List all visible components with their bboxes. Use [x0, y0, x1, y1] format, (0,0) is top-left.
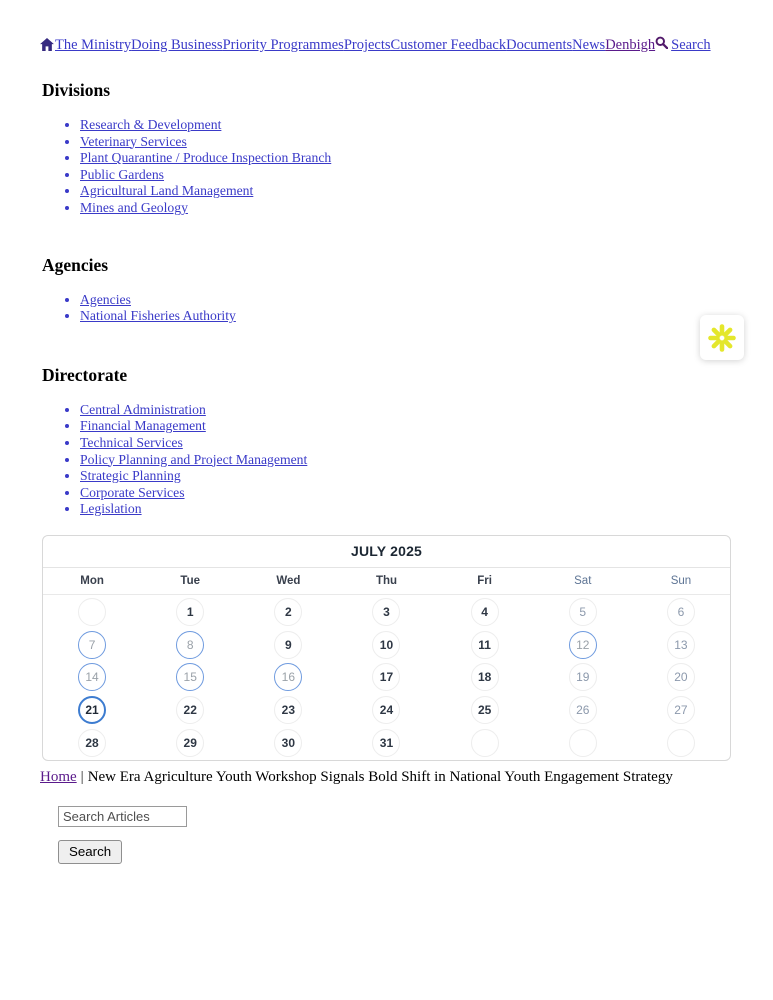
- calendar-cell: [436, 694, 534, 727]
- calendar-day-27[interactable]: 27: [667, 696, 695, 724]
- section-list-divisions: [40, 117, 731, 217]
- nav-links: [55, 37, 655, 53]
- list-item: [80, 501, 731, 518]
- calendar-cell: [43, 694, 141, 727]
- breadcrumb-separator: |: [80, 768, 84, 785]
- section-directorate: [40, 365, 731, 518]
- calendar-cell: [141, 726, 239, 759]
- search-articles-button[interactable]: Search: [58, 840, 122, 864]
- nav-link-documents[interactable]: Documents: [506, 37, 573, 53]
- calendar-day-26[interactable]: 26: [569, 696, 597, 724]
- link-sections: [40, 80, 731, 518]
- weekday-fri: Fri: [477, 574, 492, 587]
- calendar-day-15[interactable]: 15: [176, 663, 204, 691]
- calendar-day-13[interactable]: 13: [667, 631, 695, 659]
- home-icon: [40, 38, 54, 56]
- calendar-day-11[interactable]: 11: [471, 631, 499, 659]
- calendar-day-16[interactable]: 16: [274, 663, 302, 691]
- calendar-cell: [534, 596, 632, 629]
- nav-link-doing-business[interactable]: Doing Business: [131, 37, 223, 53]
- breadcrumb: [40, 768, 731, 786]
- calendar-day-empty: [569, 729, 597, 757]
- calendar-day-22[interactable]: 22: [176, 696, 204, 724]
- nav-link-customer-feedback[interactable]: Customer Feedback: [390, 37, 507, 53]
- list-item: [80, 468, 731, 485]
- calendar-cell: [239, 726, 337, 759]
- calendar-cell: [141, 596, 239, 629]
- calendar-cell: [141, 694, 239, 727]
- calendar-cell: [632, 629, 730, 662]
- list-item: [80, 435, 731, 452]
- section-heading-divisions: Divisions: [42, 80, 111, 100]
- calendar-day-grid: [43, 595, 730, 760]
- nav-link-priority-programmes[interactable]: Priority Programmes: [222, 37, 344, 53]
- section-divisions: [40, 80, 731, 217]
- list-item: [80, 292, 731, 309]
- calendar-cell: [632, 694, 730, 727]
- link-national-fisheries-authority[interactable]: National Fisheries Authority: [80, 308, 236, 324]
- accessibility-widget-button[interactable]: [700, 315, 744, 360]
- calendar-day-10[interactable]: 10: [372, 631, 400, 659]
- calendar-day-24[interactable]: 24: [372, 696, 400, 724]
- link-research-development[interactable]: Research & Development: [80, 117, 222, 132]
- calendar-day-19[interactable]: 19: [569, 663, 597, 691]
- calendar-day-5[interactable]: 5: [569, 598, 597, 626]
- link-policy-planning-and-project-management[interactable]: Policy Planning and Project Management: [80, 451, 308, 467]
- search-articles-input[interactable]: [58, 806, 187, 827]
- search-link-label: Search: [671, 36, 711, 53]
- link-agencies[interactable]: Agencies: [80, 291, 131, 307]
- section-list-agencies: [40, 292, 731, 325]
- calendar-day-2[interactable]: 2: [274, 598, 302, 626]
- calendar-day-7[interactable]: 7: [78, 631, 106, 659]
- section-list-directorate: [40, 402, 731, 518]
- calendar-cell: [632, 726, 730, 759]
- calendar-day-4[interactable]: 4: [471, 598, 499, 626]
- magnifier-icon: [655, 36, 668, 54]
- asterisk-icon: [707, 323, 737, 353]
- calendar-cell: [534, 629, 632, 662]
- list-item: [80, 485, 731, 502]
- calendar-day-1[interactable]: 1: [176, 598, 204, 626]
- link-plant-quarantine-produce-inspection-branch[interactable]: Plant Quarantine / Produce Inspection Branch: [80, 150, 332, 166]
- calendar-day-empty: [78, 598, 106, 626]
- weekday-thu: Thu: [375, 574, 398, 587]
- article-search-form: [58, 806, 731, 864]
- calendar-cell: [239, 694, 337, 727]
- link-legislation[interactable]: Legislation: [80, 501, 142, 517]
- link-strategic-planning[interactable]: Strategic Planning: [80, 468, 181, 484]
- calendar-day-8[interactable]: 8: [176, 631, 204, 659]
- calendar-day-30[interactable]: 30: [274, 729, 302, 757]
- list-item: [80, 150, 731, 167]
- calendar-cell: [337, 661, 435, 694]
- list-item: [80, 308, 731, 325]
- calendar-day-9[interactable]: 9: [274, 631, 302, 659]
- calendar-month-title: JULY 2025: [43, 536, 730, 568]
- list-item: [80, 418, 731, 435]
- calendar-day-empty: [471, 729, 499, 757]
- calendar-cell: [337, 694, 435, 727]
- calendar-cell: [436, 596, 534, 629]
- calendar-cell: [43, 629, 141, 662]
- link-mines-and-geology[interactable]: Mines and Geology: [80, 199, 188, 215]
- link-agricultural-land-management[interactable]: Agricultural Land Management: [80, 183, 254, 199]
- calendar-cell: [43, 726, 141, 759]
- list-item: [80, 183, 731, 200]
- list-item: [80, 402, 731, 419]
- search-link[interactable]: [655, 36, 710, 54]
- nav-link-the-ministry[interactable]: The Ministry: [55, 37, 132, 53]
- calendar-day-14[interactable]: 14: [78, 663, 106, 691]
- list-item: [80, 200, 731, 217]
- list-item: [80, 117, 731, 134]
- weekday-tue: Tue: [180, 574, 200, 587]
- list-item: [80, 134, 731, 151]
- calendar-day-6[interactable]: 6: [667, 598, 695, 626]
- calendar-cell: [534, 694, 632, 727]
- calendar-cell: [436, 629, 534, 662]
- nav-link-projects[interactable]: Projects: [343, 37, 391, 53]
- link-corporate-services[interactable]: Corporate Services: [80, 484, 185, 500]
- link-veterinary-services[interactable]: Veterinary Services: [80, 133, 187, 149]
- calendar-day-31[interactable]: 31: [372, 729, 400, 757]
- events-calendar: [42, 535, 731, 761]
- calendar-cell: [534, 661, 632, 694]
- list-item: [80, 452, 731, 469]
- calendar-cell: [534, 726, 632, 759]
- calendar-day-21[interactable]: 21: [78, 696, 106, 724]
- calendar-cell: [632, 596, 730, 629]
- calendar-cell: [337, 629, 435, 662]
- breadcrumb-home-link[interactable]: Home: [40, 768, 77, 785]
- calendar-day-20[interactable]: 20: [667, 663, 695, 691]
- calendar-cell: [43, 596, 141, 629]
- calendar-day-28[interactable]: 28: [78, 729, 106, 757]
- nav-link-news[interactable]: News: [572, 37, 606, 53]
- nav-link-denbigh[interactable]: Denbigh: [605, 37, 656, 53]
- calendar-day-29[interactable]: 29: [176, 729, 204, 757]
- calendar-day-18[interactable]: 18: [471, 663, 499, 691]
- calendar-cell: [239, 596, 337, 629]
- weekday-wed: Wed: [276, 574, 301, 587]
- calendar-cell: [141, 629, 239, 662]
- weekday-mon: Mon: [80, 574, 104, 587]
- calendar-cell: [43, 661, 141, 694]
- calendar-day-25[interactable]: 25: [471, 696, 499, 724]
- calendar-day-17[interactable]: 17: [372, 663, 400, 691]
- home-link[interactable]: [40, 37, 55, 53]
- calendar-day-23[interactable]: 23: [274, 696, 302, 724]
- link-central-administration[interactable]: Central Administration: [80, 401, 206, 417]
- section-heading-agencies: Agencies: [42, 254, 109, 275]
- calendar-cell: [632, 661, 730, 694]
- calendar-day-empty: [667, 729, 695, 757]
- list-item: [80, 167, 731, 184]
- calendar-cell: [436, 661, 534, 694]
- breadcrumb-page-title: New Era Agriculture Youth Workshop Signals Bold Shift in National Youth Engagement Strategy: [87, 768, 673, 785]
- link-public-gardens[interactable]: Public Gardens: [80, 166, 165, 182]
- calendar-cell: [337, 726, 435, 759]
- section-agencies: [40, 255, 731, 325]
- weekday-sun: Sun: [670, 574, 692, 587]
- calendar-day-3[interactable]: 3: [372, 598, 400, 626]
- calendar-cell: [239, 629, 337, 662]
- calendar-cell: [239, 661, 337, 694]
- weekday-sat: Sat: [574, 574, 592, 587]
- calendar-cell: [337, 596, 435, 629]
- calendar-cell: [141, 661, 239, 694]
- top-nav: [40, 36, 731, 56]
- link-financial-management[interactable]: Financial Management: [80, 418, 206, 434]
- calendar-cell: [436, 726, 534, 759]
- calendar-weekday-row: [43, 568, 730, 595]
- calendar-day-12[interactable]: 12: [569, 631, 597, 659]
- section-heading-directorate: Directorate: [42, 364, 128, 385]
- link-technical-services[interactable]: Technical Services: [80, 434, 183, 450]
